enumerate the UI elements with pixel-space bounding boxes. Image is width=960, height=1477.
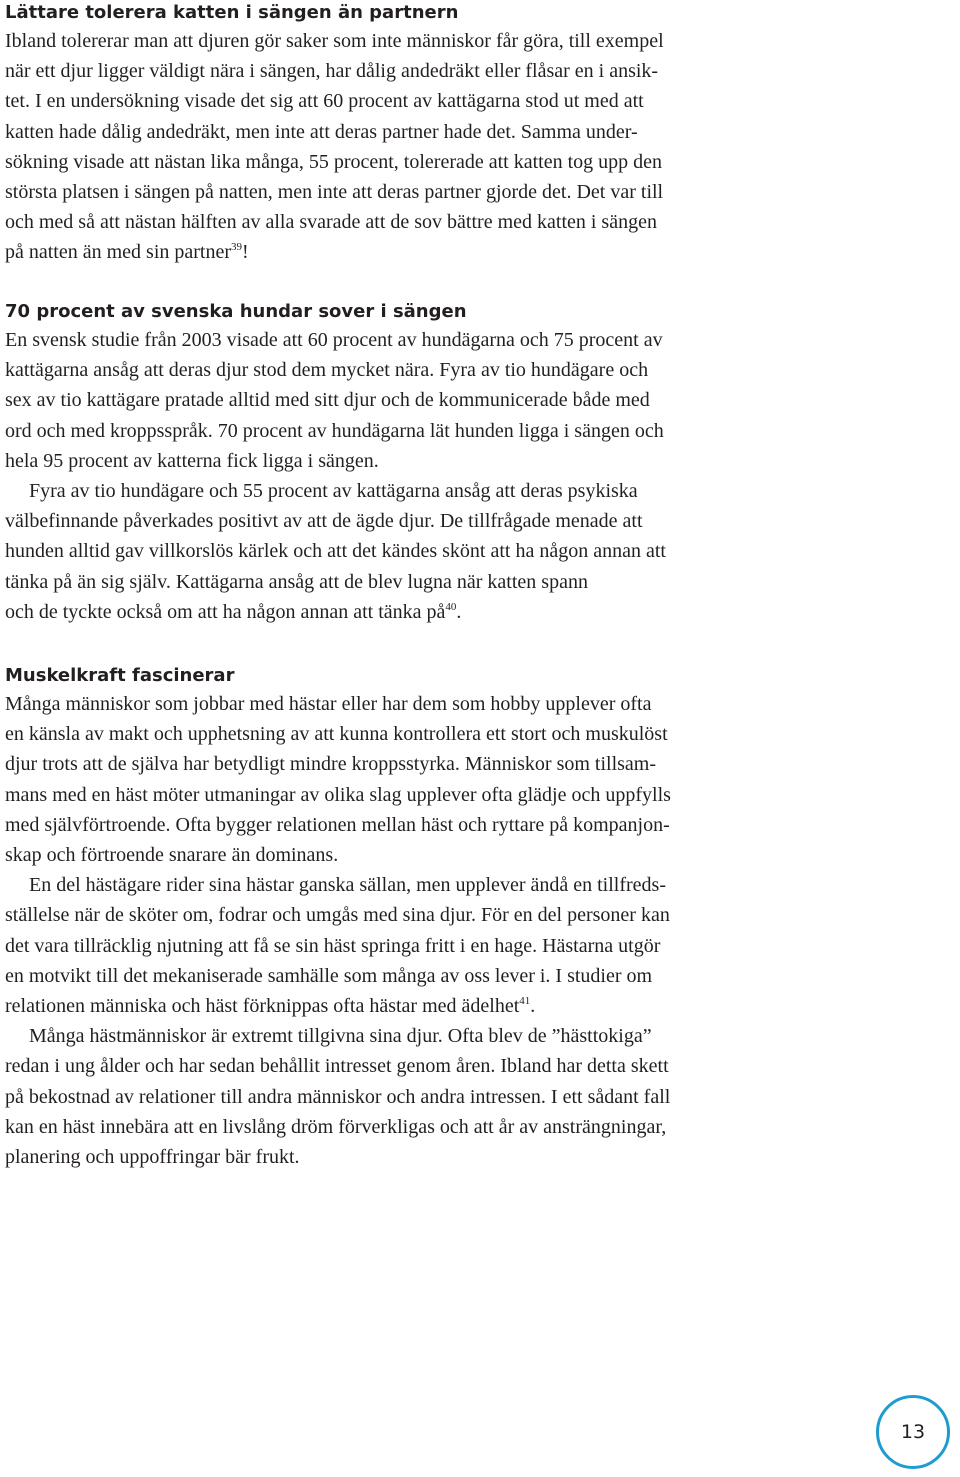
paragraph: Ibland tolererar man att djuren gör saker som inte människor får göra, till exempel när ett djur ligger väldigt nära i sängen, har dålig andedräkt eller flåsar en i ansik- tet. I en undersökning visade det sig att 60 procent av kattägarna stod ut med att katten hade dålig andedräkt, men inte att deras partner hade det. Samma under- sökning visade att nästan lika många, 55 procent, tolererade att katten tog upp den största platsen i sängen på natten, men inte att deras partner gjorde det. Det var till och med så att nästan hälften av alla svarade att de sov bättre med katten i sängen på natten än med sin partner$^{39}$! (5, 30, 664, 264)
paragraph: En del hästägare rider sina hästar ganska sällan, men upplever ändå en tillfreds- ställelse när de sköter om, fodrar och umgås med sina djur. För en del personer kan det vara tillräcklig njutning att få se sin häst springa fritt i en hage. Hästarna utgör en motvikt till det mekaniserade samhälle som många av oss lever i. I studier om relationen människa och häst förknippas ofta hästar med ädelhet$^{41}$. (5, 874, 670, 1018)
section-heading: Lättare tolerera katten i sängen än partnern (5, 2, 459, 23)
paragraph: Fyra av tio hundägare och 55 procent av kattägarna ansåg att deras psykiska välbefinnande påverkades positivt av att de ägde djur. De tillfrågade menade att hunden alltid gav villkorslös kärlek och att det kändes skönt att ha någon annan att tänka på än sig själv. Kattägarna ansåg att de blev lugna när katten spann och de tyckte också om att ha någon annan att tänka $på^{40}$. (5, 480, 666, 623)
paragraph: Många människor som jobbar med hästar eller har dem som hobby upplever ofta en känsla av makt och upphetsning av att kunna kontrollera ett stort och muskulöst djur trots att de själva har betydligt mindre kroppsstyrka. Människor som tillsam- mans med en häst möter utmaningar av olika slag upplever ofta glädje och uppfylls med självförtroende. Ofta bygger relationen mellan häst och ryttare på kompanjon- skap och förtroende snarare än dominans. (5, 693, 671, 867)
paragraph: Många hästmänniskor är extremt tillgivna sina djur. Ofta blev de ”hästtokiga” redan i ung ålder och har sedan behållit intresset genom åren. Ibland har detta skett på bekostnad av relationer till andra människor och andra intressen. I ett sådant fall kan en häst innebära att en livslång dröm förverkligas och att år av ansträngningar, planering och uppoffringar bär frukt. (5, 1025, 671, 1169)
page-number: 13 (900, 1421, 926, 1443)
footnote-ref: 39 (231, 241, 243, 254)
page-number-badge (876, 1395, 950, 1469)
section-dogs-in-bed (5, 299, 666, 627)
section-heading: 70 procent av svenska hundar sover i sängen (5, 301, 467, 322)
section-muscle-power (5, 663, 671, 1172)
paragraph: En svensk studie från 2003 visade att 60 procent av hundägarna och 75 procent av kattägarna ansåg att deras djur stod dem mycket nära. Fyra av tio hundägare och sex av tio kattägare pratade alltid med sitt djur och de kommunicerade både med ord och med kroppsspråk. 70 procent av hundägarna lät hunden ligga i sängen och hela 95 procent av katterna fick ligga i sängen. (5, 329, 664, 472)
footnote-ref: 40 (445, 600, 457, 613)
footnote-ref: 41 (519, 995, 531, 1008)
section-cat-tolerance (5, 0, 664, 268)
section-heading: Muskelkraft fascinerar (5, 665, 235, 686)
